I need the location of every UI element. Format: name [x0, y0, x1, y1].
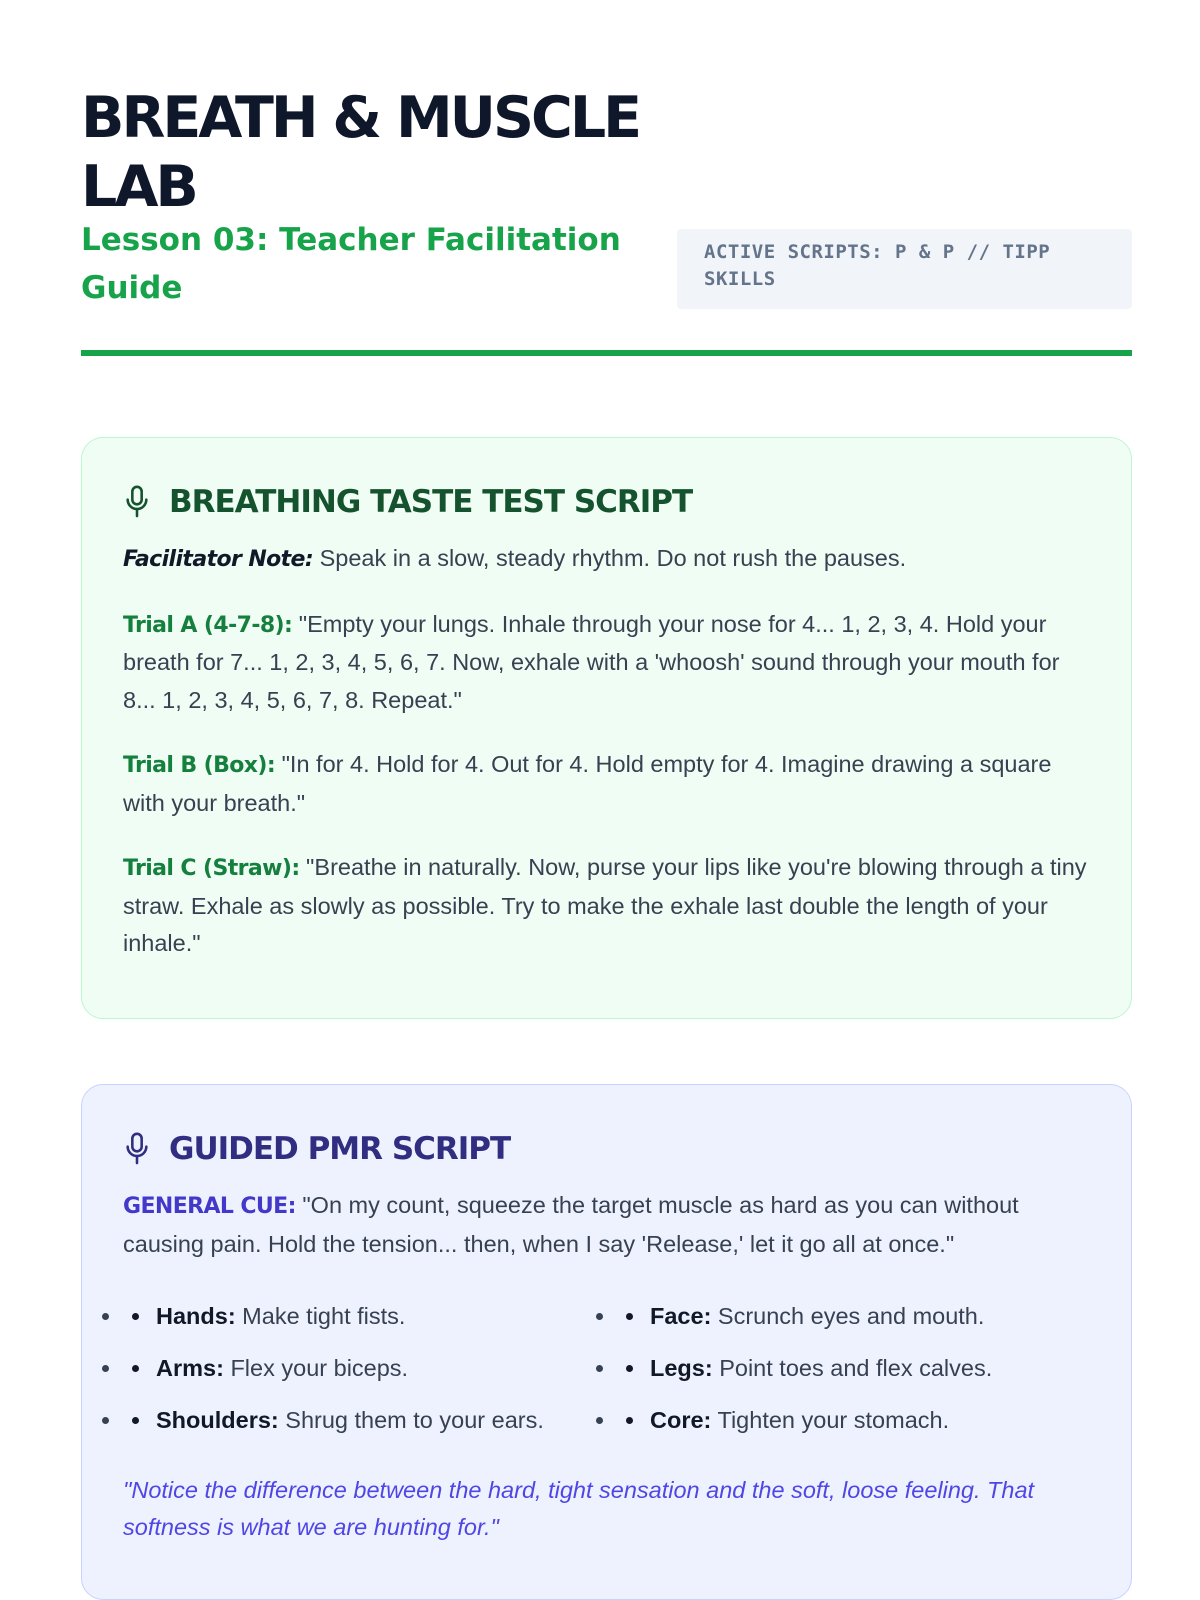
trial-c — [123, 849, 1090, 963]
muscle-group-list — [123, 1290, 1090, 1446]
list-item: • Hands: Make tight fists. — [123, 1290, 617, 1342]
breathing-card-title: BREATHING TASTE TEST SCRIPT — [169, 484, 693, 520]
trial-c-text: "Breathe in naturally. Now, purse your lips like you're blowing through a tiny straw. Exhale as slowly as possible. Try to make the exhale last double the length of your inhale." — [123, 854, 1087, 956]
breathing-script-card — [81, 437, 1132, 1019]
lesson-subtitle: Lesson 03: Teacher Facilitation Guide — [81, 222, 621, 306]
microphone-icon — [123, 1131, 151, 1167]
trial-a-label: Trial A (4-7-8): — [123, 612, 293, 638]
facilitator-note — [123, 540, 1090, 579]
facilitator-note-label: Facilitator Note: — [123, 547, 314, 572]
trial-a-text: "Empty your lungs. Inhale through your nose for 4... 1, 2, 3, 4. Hold your breath for 7... 1, 2, 3, 4, 5, 6, 7. Now, exhale with a 'whoosh' sound through your mouth for 8... 1, 2, 3, 4, 5, 6, 7, 8. Repeat." — [123, 610, 1060, 713]
breathing-card-header — [123, 478, 1090, 526]
trial-b — [123, 746, 1090, 822]
trial-b-text: "In for 4. Hold for 4. Out for 4. Hold empty for 4. Imagine drawing a square with your breath." — [123, 751, 1052, 816]
lesson-header — [81, 80, 1132, 356]
pmr-card-header — [123, 1125, 1090, 1173]
trial-c-label: Trial C (Straw): — [123, 856, 300, 881]
list-item: • Shoulders: Shrug them to your ears. — [123, 1394, 617, 1446]
general-cue-text: "On my count, squeeze the target muscle as hard as you can without causing pain. Hold the tension... then, when I say 'Release,' let it go all at once." — [123, 1192, 1019, 1257]
header-divider — [81, 350, 1132, 356]
facilitator-note-text: Speak in a slow, steady rhythm. Do not rush the pauses. — [313, 545, 907, 571]
pmr-script-card — [81, 1084, 1132, 1600]
general-cue-label: GENERAL CUE: — [123, 1194, 296, 1219]
list-item: • Face: Scrunch eyes and mouth. — [617, 1290, 1111, 1342]
active-scripts-badge: ACTIVE SCRIPTS: P & P // TIPP SKILLS — [677, 229, 1132, 309]
list-item: • Core: Tighten your stomach. — [617, 1394, 1111, 1446]
trial-a — [123, 606, 1090, 720]
general-cue — [123, 1187, 1090, 1263]
lesson-page — [81, 0, 1132, 1600]
closing-quote: "Notice the difference between the hard, tight sensation and the soft, loose feeling. That softness is what we are hunting for." — [123, 1477, 1035, 1540]
list-item: • Legs: Point toes and flex calves. — [617, 1342, 1111, 1394]
list-item: • Arms: Flex your biceps. — [123, 1342, 617, 1394]
pmr-card-title: GUIDED PMR SCRIPT — [169, 1131, 511, 1167]
microphone-icon — [123, 484, 151, 520]
page-title: BREATH & MUSCLE LAB — [81, 85, 640, 220]
trial-b-label: Trial B (Box): — [123, 753, 276, 778]
